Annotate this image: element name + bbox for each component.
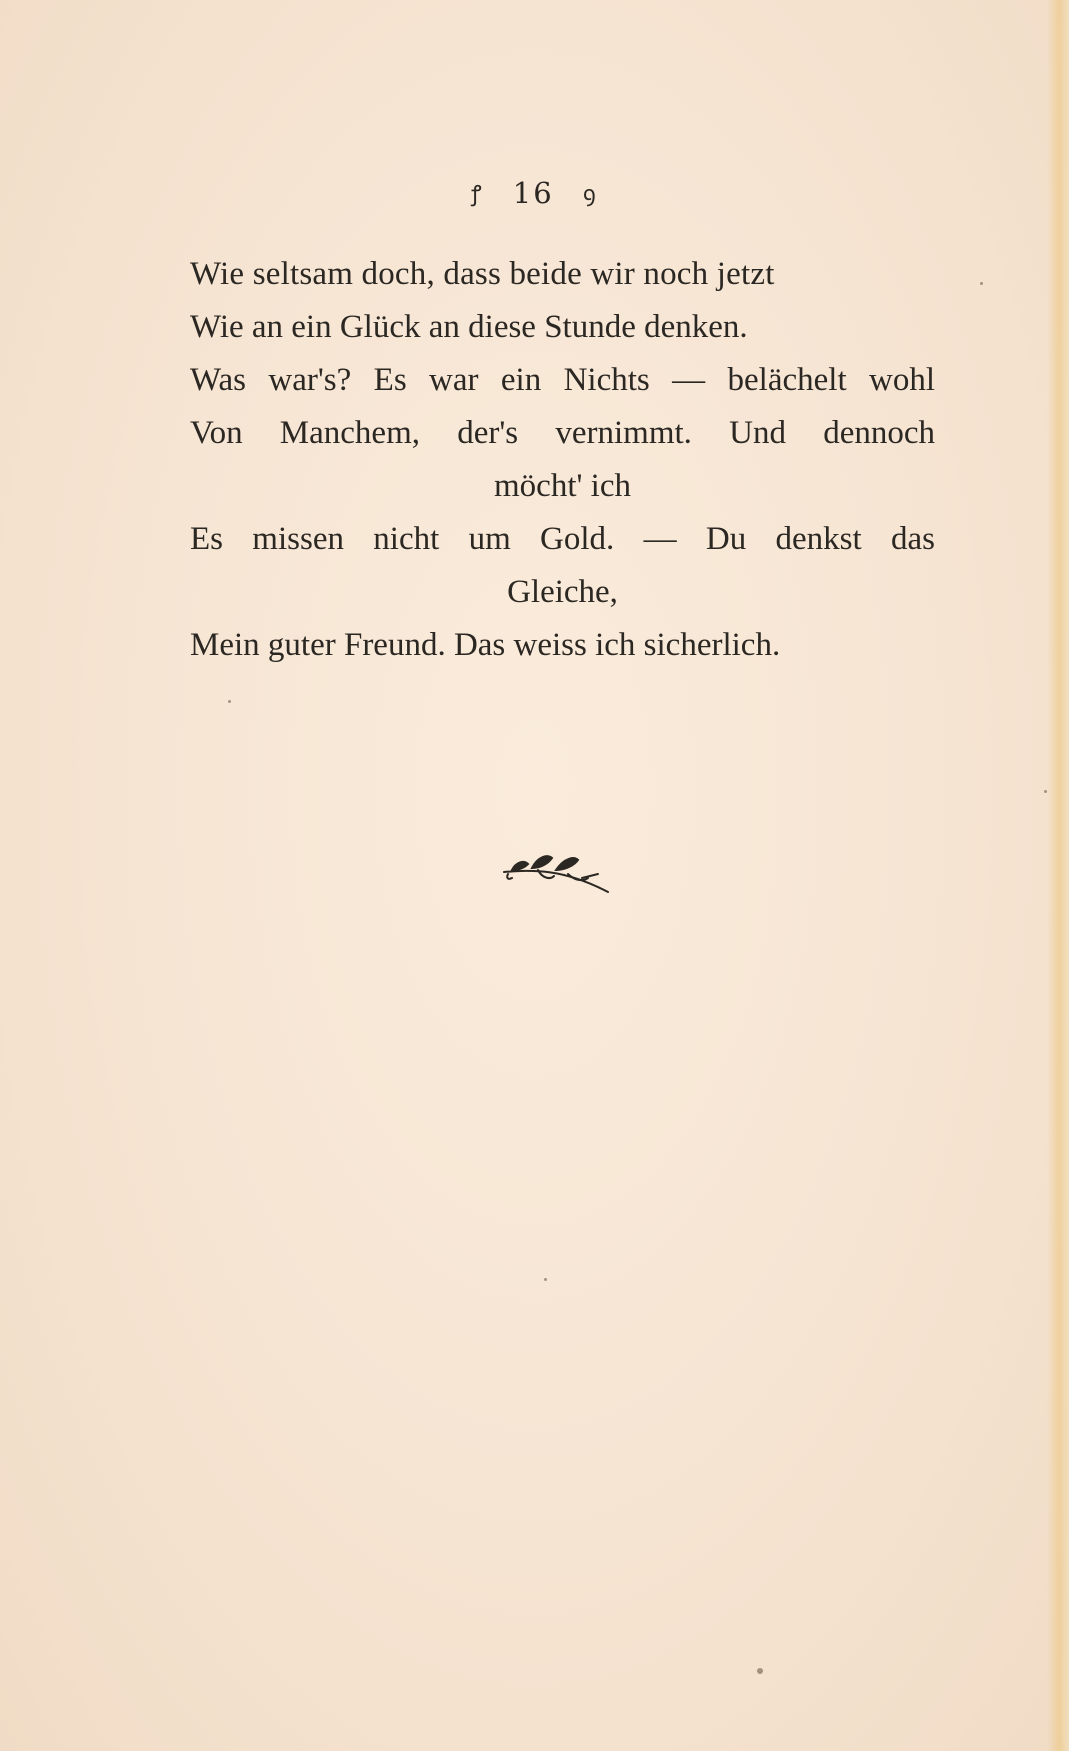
paper-speck <box>757 1668 763 1674</box>
page-number: 16 <box>512 176 554 210</box>
poem-line: Von Manchem, der's vernimmt. Und dennoch <box>190 415 935 451</box>
floral-vignette-icon <box>502 848 614 896</box>
poem-line: Wie an ein Glück an diese Stunde denken. <box>190 309 748 345</box>
poem-line: Was war's? Es war ein Nichts — belächelt wohl <box>190 362 935 398</box>
poem-line: Wie seltsam doch, dass beide wir noch jetzt <box>190 256 775 292</box>
page-edge-shadow <box>1047 0 1069 1751</box>
poem-line-continuation: möcht' ich <box>494 468 631 504</box>
poem-line-continuation: Gleiche, <box>507 574 618 610</box>
paper-speck <box>1044 790 1047 793</box>
right-ornament-icon: ꝯ <box>582 182 598 207</box>
paper-speck <box>228 700 231 703</box>
paper-speck <box>980 282 983 285</box>
poem-line: Mein guter Freund. Das weiss ich sicherlich. <box>190 627 781 663</box>
paper-speck <box>544 1278 547 1281</box>
page-header <box>0 176 1069 210</box>
poem-line: Es missen nicht um Gold. — Du denkst das <box>190 521 935 557</box>
poem-body <box>190 248 935 672</box>
left-ornament-icon: ꝭ <box>471 182 484 207</box>
